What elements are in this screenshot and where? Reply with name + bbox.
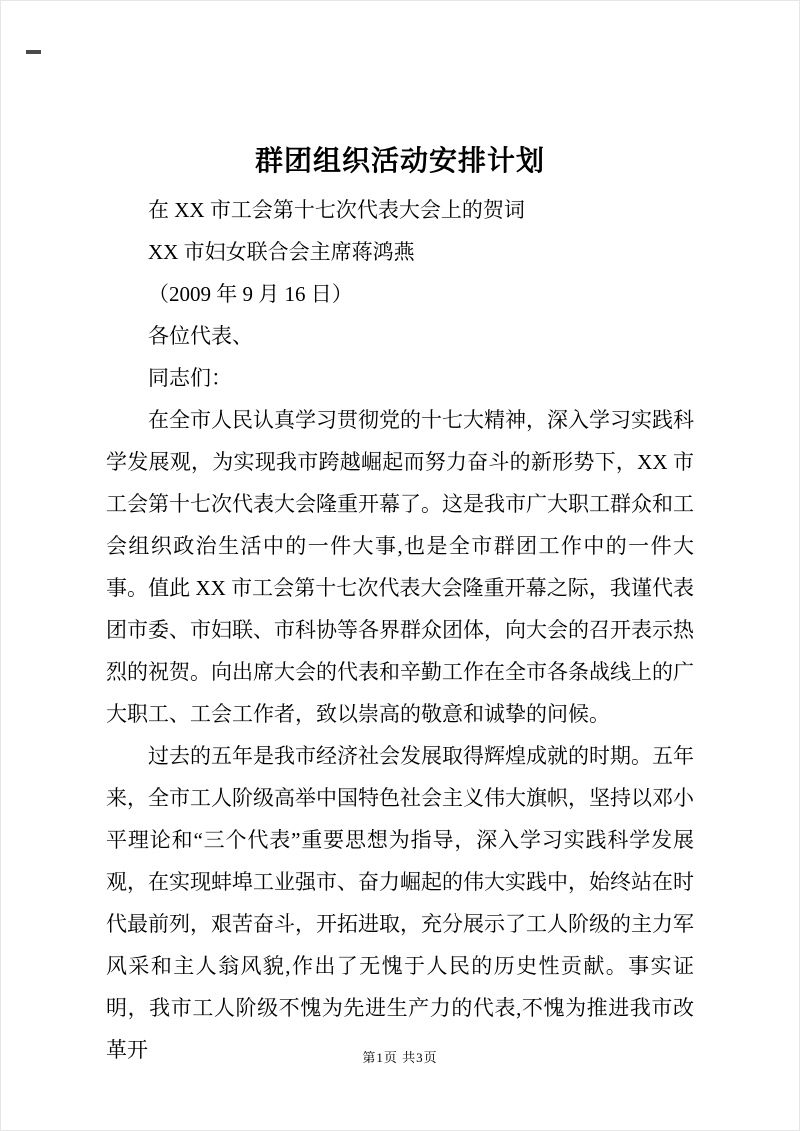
body-paragraph-1: 在全市人民认真学习贯彻党的十七大精神，深入学习实践科学发展观，为实现我市跨越崛起而努力奋斗的新形势下，XX 市工会第十七次代表大会隆重开幕了。这是我市广大职工群众和工会组织政治生活中的一件大事,也是全市群团工作中的一件大事。值此 XX 市工会第十七次代表大会隆重开幕之际，我谨代表团市委、市妇联、市科协等各界群众团体，向大会的召开表示热烈的祝贺。向出席大会的代表和辛勤工作在全市各条战线上的广大职工、工会工作者，致以崇高的敬意和诚挚的问候。 [106,408,694,726]
page-number: 第1页 共3页 [362,1050,438,1065]
meta-line-salutation-1: 各位代表、 [148,324,253,348]
body-paragraph-2: 过去的五年是我市经济社会发展取得辉煌成就的时期。五年来，全市工人阶级高举中国特色社会主义伟大旗帜，坚持以邓小平理论和“三个代表”重要思想为指导，深入学习实践科学发展观，在实现蚌埠工业强市、奋力崛起的伟大实践中，始终站在时代最前列，艰苦奋斗，开拓进取，充分展示了工人阶级的主力军风采和主人翁风貌,作出了无愧于人民的历史性贡献。事实证明，我市工人阶级不愧为先进生产力的代表,不愧为推进我市改革开 [106,744,694,1062]
meta-line-salutation-2: 同志们： [148,366,232,390]
meta-line-author: XX 市妇女联合会主席蒋鸿燕 [148,240,415,264]
meta-line-subtitle: 在 XX 市工会第十七次代表大会上的贺词 [148,198,525,222]
page-corner-mark [26,50,41,54]
meta-line-date: （2009 年 9 月 16 日） [148,282,353,306]
document-title: 群团组织活动安排计划 [254,146,545,177]
page-footer [1,1049,799,1067]
document-body [106,141,694,1071]
